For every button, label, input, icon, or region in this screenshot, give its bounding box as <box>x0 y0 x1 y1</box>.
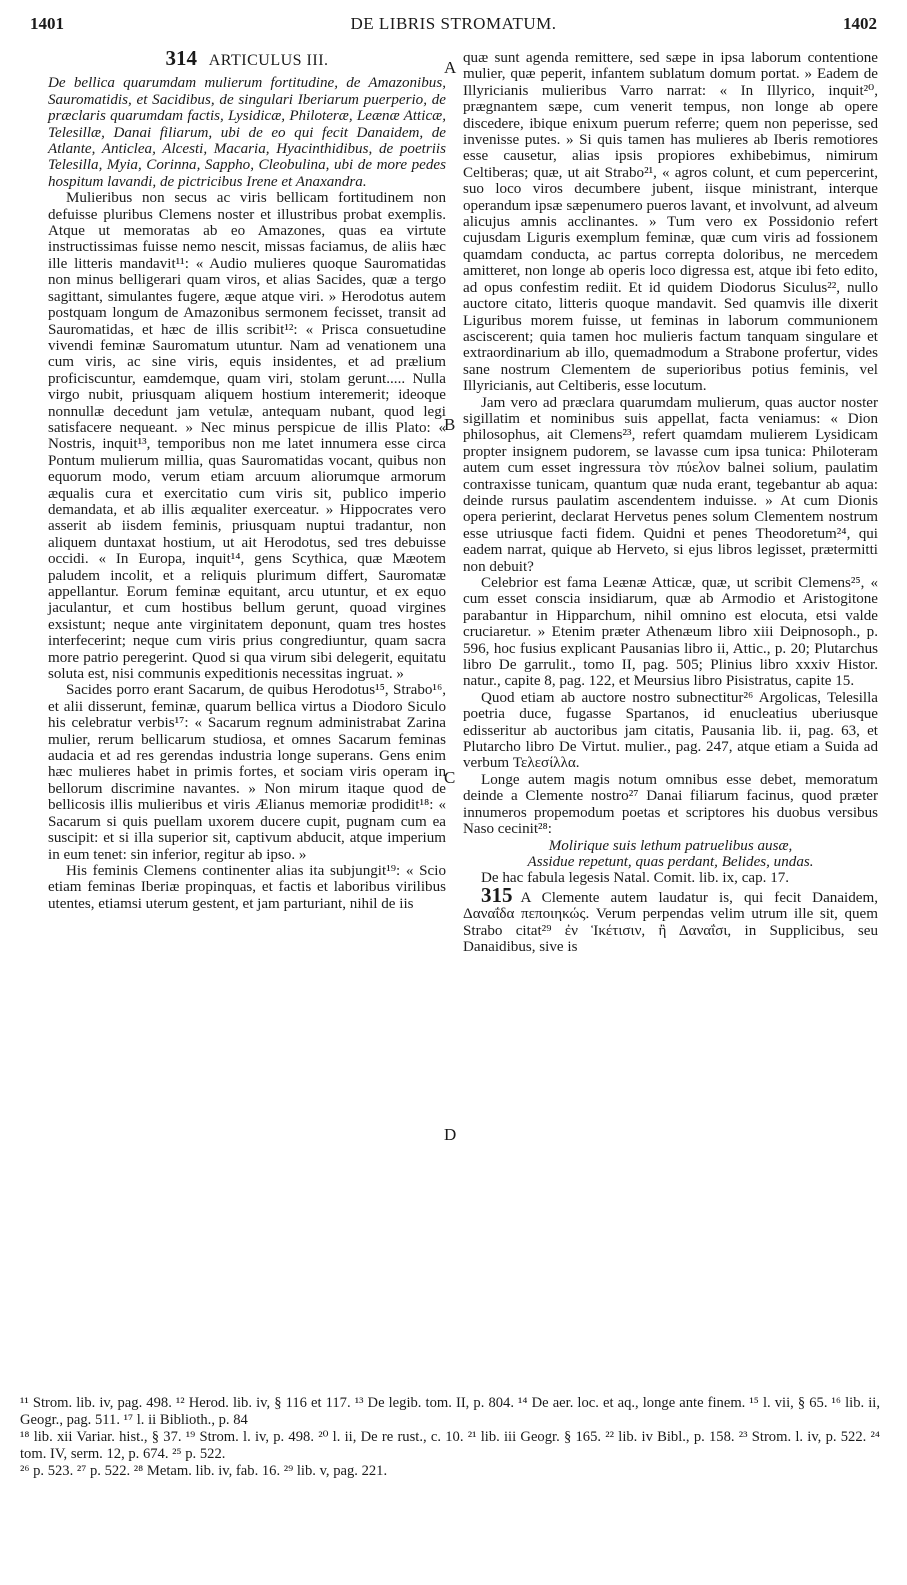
page-header <box>30 14 877 40</box>
page-number-right: 1402 <box>843 14 877 33</box>
paragraph: Mulieribus non secus ac viris bellicam fortitudinem non defuisse pluribus Clemens noster et illustribus probat exemplis. Atque ut memoratas ab eo Amazones, quas ea virtute instructissimas fuisse nemo nescit, missas faciamus, de aliis hæc ille litteris mandavit¹¹: « Audio mulieres quoque Sauromatidas non minus belligerari quam viros, et alias Sacides, quæ a tergo sagittant, simulantes fugere, æque atque viri. » Herodotus autem postquam longum de Amazonibus sermonem fecisset, transit ad Sauromatidas, et hæc de illis scribit¹²: « Prisca consuetudine vivendi feminæ Sauromatum utuntur. Nam ad venationem una cum viris, ac sine viris, equis insidentes, et ad prælium proficiscuntur, eamdemque, quam viri, stolam gerunt..... Nulla virgo nubit, priusquam aliquem hostium interemerit; ideoque nonnullæ decedunt jam vetulæ, antequam nubant, quod legi satisfacere nequeant. » Nec minus perspicue de illis Plato: « Nostris, inquit¹³, temporibus non me latet innumera esse circa Pontum mulierum millia, quas Sauromatidas vocant, quibus non equorum modo, verum etiam arcuum aliorumque armorum æqualis cura et exercitatio cum viris sit, publico imperio demandata, et ab illis æqualiter exerceatur. » Hippocrates vero asserit ab iisdem feminis, priusquam nuptui tradantur, non aliquem duntaxat hostium, ut ait Herodotus, sed tres debuisse occidi. « In Europa, inquit¹⁴, gens Scythica, quæ Mæotem paludem incolit, et a reliquis plurimum differt, Sauromatæ appellantur. Eorum feminæ equitant, arcu utuntur, et ex equo jaculantur, et cum hostibus bellum gerunt, quoad virgines exsistunt; neque ante virginitatem deponunt, quam tres hostes interfecerint; neque cum viris prius congrediuntur, quam sacra more patrio peregerint. Quod si qua virum sibi delegerit, equitatu soluta est, nisi communis expeditionis necessitas ingruat. » <box>48 190 446 683</box>
verse-line: Assidue repetunt, quas perdant, Belides, undas. <box>527 853 814 870</box>
article-number: 315 <box>481 882 513 907</box>
paragraph: quæ sunt agenda remittere, sed sæpe in ipsa laborum contentione mulier, quæ peperit, infantem sublatum domum portat. » Eadem de Illyricianis mulieribus Varro narrat: « In Illyrico, inquit²⁰, prægnantem sæpe, cum venerit tempus, non longe ab opere discedere, ibique enixum puerum referre; quem non peperisse, sed invenisse putes. » Si quis tamen has mulieres ab Iberis remotiores esse causetur, alias ipsis propiores exhibebimus, nimirum Celtiberas; quæ, ut ait Strabo²¹, « agros colunt, et cum pepercerint, suo loco viros decumbere jubent, iisque ministrant, interque operandum ipsæ sæpenumero pueros lavant, et involvunt, ad alveum alicujus amnis acclinantes. » Tum vero ex Possidonio refert cujusdam Liguris exemplum feminæ, quæ cum viris ad fossionem quamdam conducta, ac partus correpta doloribus, ne mercedem amitteret, non longe ab operis loco digressa est, atque ibi feto edito, ad opus confestim rediit. Et id quidem Diodorus Siculus²², nullo auctore citato, litteris quoque mandavit. Sed quamvis ille dixerit Liguribus morem fuisse, ut feminas in laborum communionem asciscerent; quia tamen hoc mulieris factum tanquam singulare et extraordinarium ab illo, quemadmodum a Strabone profertur, vides sane nostrum Clementem de superioribus potius feminis, vel Illyricianis, aut Celtiberis, esse locutum. <box>463 50 878 395</box>
right-column <box>463 50 878 955</box>
column-marker-d: D <box>444 1125 457 1144</box>
article-title: ARTICULUS III. <box>208 52 329 69</box>
article-heading <box>48 46 446 70</box>
footnote-line: ²⁶ p. 523. ²⁷ p. 522. ²⁸ Metam. lib. iv, fab. 16. ²⁹ lib. v, pag. 221. <box>20 1463 388 1479</box>
paragraph: Sacides porro erant Sacarum, de quibus Herodotus¹⁵, Strabo¹⁶, et alii disserunt, feminæ, quarum bellica virtus a Diodoro Siculo his celebratur verbis¹⁷: « Sacarum regnum administrabat Zarina mulier, rerum bellicarum studiosa, et omnes Sacarum feminas audacia et ad res gerendas industria longe superans. Gens enim hæc mulieres habet in primis fortes, et sociam viris operam in bellorum discrimine navantes. » Non mirum itaque quod de bellicosis illis mulieribus et viris Ælianus memoriæ prodidit¹⁸: « Sacarum si quis puellam uxorem ducere cupit, pugnam cum ea suscipit: et si illa superior sit, captivum abducit, atque imperium in eum tenet: sin inferior, regitur ab ipso. » <box>48 682 446 863</box>
paragraph: Jam vero ad præclara quarumdam mulierum, quas auctor noster sigillatim et nominibus suis appellat, facta veniamus: « Dion philosophus, ait Clemens²³, refert quamdam mulierem Lysidicam propter insignem pudorem, se lavasse cum ipsa tunica: Philoteram autem cum esset ingressura τὸν πύελον balnei solium, paulatim contraxisse tunicam, quantum quæ nuda erant, tegebantur ab aqua: deinde rursus paulatim ascendentem induisse. » At cum Dionis opera perierint, declarat Hervetus penes solum Clementem nostrum esse utriusque facti fidem. Quidni et penes Theodoretum²⁴, qui eadem narrat, quique ab Herveto, si ejus libros legisset, prætermitti non debuit? <box>463 394 878 575</box>
paragraph: Quod etiam ab auctore nostro subnectitur²⁶ Argolicas, Telesilla poetria duce, fugasse Spartanos, id enucleatius uberiusque edisseritur ab auctoribus jam citatis, Pausania lib. ii, pag. 63, et Plutarcho libro De Virtut. mulier., pag. 247, atque etiam a Suida ad verbum Τελεσίλλα. <box>463 689 878 772</box>
article-number: 314 <box>165 46 197 70</box>
paragraph-text: A Clemente autem laudatur is, qui fecit Danaidem, Δαναΐδα πεποιηκώς. Verum perpendas velim utrum ille sit, quem Strabo citat²⁹ ἐν Ἱκέτισιν, ἢ Δαναΐσι, in Supplicibus, seu Danaidibus, sive is <box>463 889 878 955</box>
paragraph <box>463 882 878 956</box>
left-column <box>48 46 446 912</box>
column-marker-b: B <box>444 415 456 434</box>
running-title: DE LIBRIS STROMATUM. <box>350 14 557 33</box>
footnotes <box>20 1395 880 1480</box>
article-summary: De bellica quarumdam mulierum fortitudine, de Amazonibus, Sauromatidis, et Sacidibus, de singulari Iberiarum puerperio, de præclaris quarumdam factis, Lysidicæ, Philoteræ, Leænæ Atticæ, Telesillæ, Danai filiarum, ubi de eo qui fecit Danaidem, de Atlante, Anticlea, Alcesti, Macaria, Hyacinthidibus, de poetriis Telesilla, Myia, Corinna, Sappho, Cleobulina, ubi de more pedes hospitum lavandi, de pictricibus Irene et Anaxandra. <box>48 75 446 190</box>
column-marker-a: A <box>444 58 457 77</box>
verse-line: Molirique suis lethum patruelibus ausæ, <box>548 837 793 854</box>
column-marker-c: C <box>444 768 456 787</box>
footnote-line: ¹⁸ lib. xii Variar. hist., § 37. ¹⁹ Strom. l. iv, p. 498. ²⁰ l. ii, De re rust., c. 10. ²¹ lib. iii Geogr. § 165. ²² lib. iv Bibl., p. 158. ²³ Strom. l. iv, p. 522. ²⁴ tom. IV, serm. 12, p. 674. ²⁵ p. 522. <box>20 1429 880 1462</box>
paragraph: Celebrior est fama Leænæ Atticæ, quæ, ut scribit Clemens²⁵, « cum esset conscia insidiarum, quæ ab Armodio et Aristogitone parabantur in Hipparchum, nihil omnino est elocuta, etsi valde cruciaretur. » Etenim præter Athenæum libro xiii Deipnosoph., p. 596, hoc fusius explicant Pausanias libro ii, Attic., p. 20; Plutarchus libro De garrulit., tomo II, pag. 505; Plinius libro xxxiv Histor. natur., capite 8, pag. 122, et Meursius libro Pisistratus, capite 15. <box>463 575 878 690</box>
paragraph: Longe autem magis notum omnibus esse debet, memoratum deinde a Clemente nostro²⁷ Danai filiarum facinus, quod præter innumeros propemodum poetas et scriptores his duobus versibus Naso cecinit²⁸: <box>463 771 878 838</box>
footnote-line: ¹¹ Strom. lib. iv, pag. 498. ¹² Herod. lib. iv, § 116 et 117. ¹³ De legib. tom. II, p. 804. ¹⁴ De aer. loc. et aq., longe ante finem. ¹⁵ l. vii, § 65. ¹⁶ lib. ii, Geogr., pag. 511. ¹⁷ l. ii Biblioth., p. 84 <box>20 1395 880 1428</box>
page-number-left: 1401 <box>30 14 64 33</box>
paragraph: His feminis Clemens continenter alias ita subjungit¹⁹: « Scio etiam feminas Iberiæ propinquas, et factis et laboribus virilibus utentes, etiamsi uterum gestent, et jam parturiant, nihil de iis <box>48 862 446 912</box>
verse-source: De hac fabula legesis Natal. Comit. lib. ix, cap. 17. <box>481 870 790 887</box>
